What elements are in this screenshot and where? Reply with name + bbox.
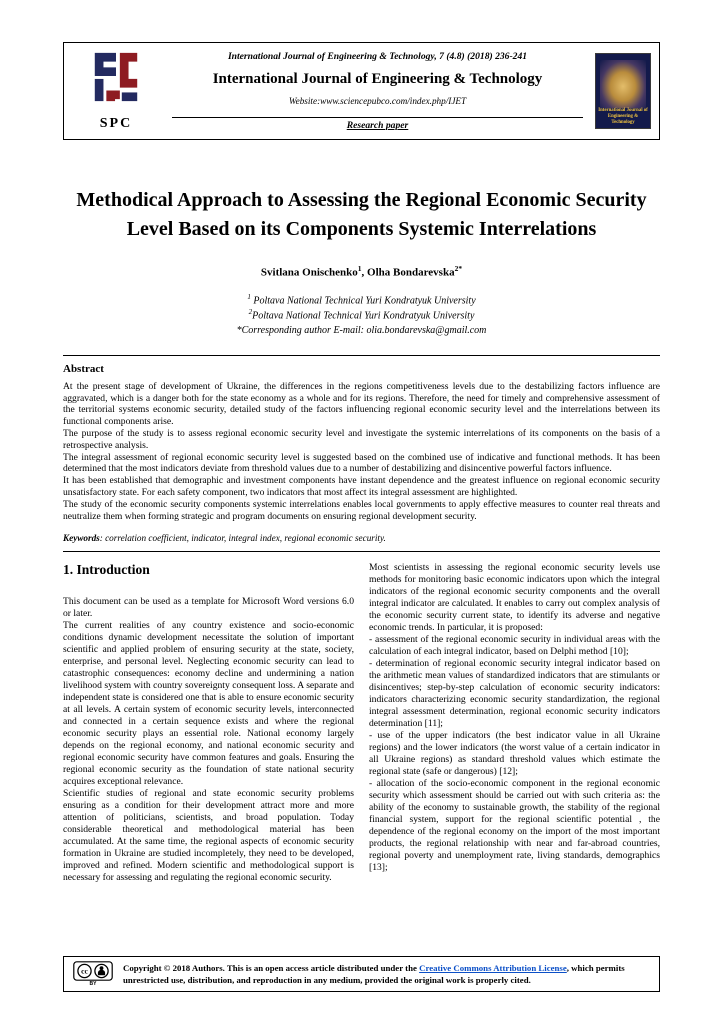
abstract-paragraph: The purpose of the study is to assess regional economic security level and investigate the systemic interrelations of its components on the basis of a retrospective analysis. [63, 428, 660, 451]
body-paragraph: - allocation of the socio-economic component in the regional economic security which assessment should be carried out with such criteria as: the ability of the economy to sustainable growth, the stability of the regional financial system, support for the regional scientific potential , the dependence of the regional economy on the import of the most important products, the regional relationship with near and far-abroad countries, regional poverty and unemployment rate, living standards, demographics [13]; [369, 778, 660, 874]
journal-cover-line2: Engineering & Technology [607, 114, 639, 126]
affiliation-2-text: Poltava National Technical Yuri Kondratyuk University [252, 310, 475, 322]
body-paragraph: Scientific studies of regional and state economic security problems ensuring as a condition for their development attract more and more attention of politicians, scientists, and broad population. Today considerable theoretical and methodological material has been accumulated. At the same time, the regional aspects of economic security formation in Ukraine are studied incompletely, they need to be developed, improved and refined. Modern scientific and methodological support is necessary for assessing and regulating the regional economic security. [63, 788, 354, 883]
journal-masthead [160, 48, 595, 134]
affiliation-1 [63, 293, 660, 309]
paper-type-label: Research paper [346, 119, 409, 131]
body-paragraph: - assessment of the regional economic security in individual areas with the calculation of each integral indicator, based on Delphi method [10]; [369, 634, 660, 658]
body-paragraph: - determination of regional economic security integral indicator based on the arithmetic mean values of standardized indicators that are stimulants or disincentives; step-by-step calculation of economic security indicators: indicators characterizing economic security standardization, the regional integral assessment determination, regional economic security indicators determination [11]; [369, 658, 660, 730]
affiliations [63, 293, 660, 338]
author-1: Svitlana Onischenko [260, 266, 358, 279]
journal-name: International Journal of Engineering & Technology [212, 70, 543, 87]
license-footer [63, 956, 660, 992]
cc-by-text: BY [89, 981, 97, 987]
section-heading-introduction: 1. Introduction [63, 562, 150, 578]
abstract-paragraph: The integral assessment of regional economic security level is suggested based on the combined use of indicative and functional methods. It has been determined that the most indicators deviate from threshold values due to a number of destabilizing and disincentive powerful factors influence. [63, 451, 660, 475]
abstract-paragraph: At the present stage of development of Ukraine, the differences in the regions competitiveness levels due to the destabilizing factors influence are aggravated, which is a danger both for the state economy as a whole and for its regions. Therefore, the need for timely and comprehensive assessment of the territorial systems economic security, detailed study of the factors influencing regional economic security level and the interrelations between its functional components arise. [63, 380, 660, 428]
author-separator: , [361, 266, 368, 279]
body-paragraph: The current realities of any country existence and socio-economic conditions dynamic development necessitate the solution of important scientific and applied problem of ensuring security at the state, society, enterprise, and personal level. Neglecting economic security can lead to catastrophic consequences: economy decline and undermining a nation livelihood system with country sovereignty consequent loss. A separate and independent state is considered one that is able to ensure economic security at all levels. A certain system of economic security levels, interconnected and connected in a certain sequence exists and where the regional economic security plays an essential role. National economy largely depends on the regional economy, and national economic security and regional economic security have common features and goals. Ensuring the regional economic security as the foundation of state national security acquires exceptional relevance. [63, 620, 354, 788]
affiliation-1-superscript: 1 [247, 292, 251, 301]
corresponding-author: *Corresponding author E-mail: olia.bondarevska@gmail.com [236, 324, 487, 336]
abstract-paragraph: The study of the economic security components systemic interrelations enables local governments to apply effective measures to counter real threats and neutralize them when forming strategic and program documents on ensuring regional development security. [63, 498, 660, 522]
keywords-label: Keywords [63, 533, 100, 544]
journal-cover-art [600, 60, 646, 108]
abstract-body [63, 381, 660, 523]
author-2-superscript: 2* [454, 264, 463, 273]
journal-header [63, 42, 660, 140]
abstract-heading: Abstract [63, 362, 104, 375]
keywords-text: : correlation coefficient, indicator, integral index, regional economic security. [99, 533, 386, 544]
right-column [369, 562, 660, 884]
copyright-text-pre: Copyright © 2018 Authors. This is an open access article distributed under the [123, 962, 420, 973]
affiliation-2-superscript: 2 [248, 308, 253, 317]
author-1-superscript: 1 [357, 264, 362, 273]
spc-logo-text: SPC [99, 116, 133, 131]
journal-website: Website:www.sciencepubco.com/index.php/IJET [288, 96, 467, 107]
body-columns [63, 562, 660, 884]
masthead-divider [172, 117, 583, 118]
author-2: Olha Bondarevska [367, 266, 455, 279]
left-column [63, 562, 354, 884]
abstract-top-rule [63, 355, 660, 356]
journal-cover-caption [597, 108, 649, 126]
journal-reference: International Journal of Engineering & Technology, 7 (4.8) (2018) 236-241 [227, 51, 528, 62]
affiliation-2 [63, 308, 660, 324]
copyright-text-post: , which permits unrestricted use, distribution, and reproduction in any medium, provided the original work is properly cited. [123, 962, 625, 985]
keywords-line [63, 533, 660, 543]
body-paragraph: This document can be used as a template for Microsoft Word versions 6.0 or later. [63, 596, 354, 620]
cc-by-badge-icon [73, 961, 113, 981]
body-paragraph: - use of the upper indicators (the best indicator value in all Ukraine regions) and the lower indicators (the worst value of a certain indicator in all Ukraine regions) as standard threshold values which estimate the regional state (safe or dangerous) [12]; [369, 730, 660, 778]
abstract-bottom-rule [63, 551, 660, 552]
creative-commons-license-link[interactable]: Creative Commons Attribution License [419, 962, 567, 973]
journal-cover-line1: International Journal of [598, 108, 648, 114]
body-paragraph: Most scientists in assessing the regional economic security levels use methods for monitoring basic economic indicators upon which the integral indicators of the regional economic security components and the overall integral indicator are calculated. It enables to carry out complex analysis of the economic security current state, to identify its adverse and negative economic trends. In particular, it is proposed: [369, 562, 660, 634]
copyright-notice [123, 962, 650, 987]
cc-letters: cc [81, 966, 88, 976]
spc-logo-icon [87, 50, 145, 104]
abstract-paragraph: It has been established that demographic and investment components have instant dependence and the greatest influence on regional economic security unsatisfactory state. For each safety component, two indicators that most affect its integral assessment are highlighted. [63, 475, 660, 499]
spc-logo [72, 48, 160, 134]
affiliation-1-text: Poltava National Technical Yuri Kondratyuk University [250, 294, 476, 306]
journal-cover-thumbnail [595, 53, 651, 129]
paper-title: Methodical Approach to Assessing the Regional Economic Security Level Based on its Components Systemic Interrelations [76, 189, 647, 240]
cc-by-icon [73, 961, 113, 987]
authors-line [63, 264, 660, 279]
